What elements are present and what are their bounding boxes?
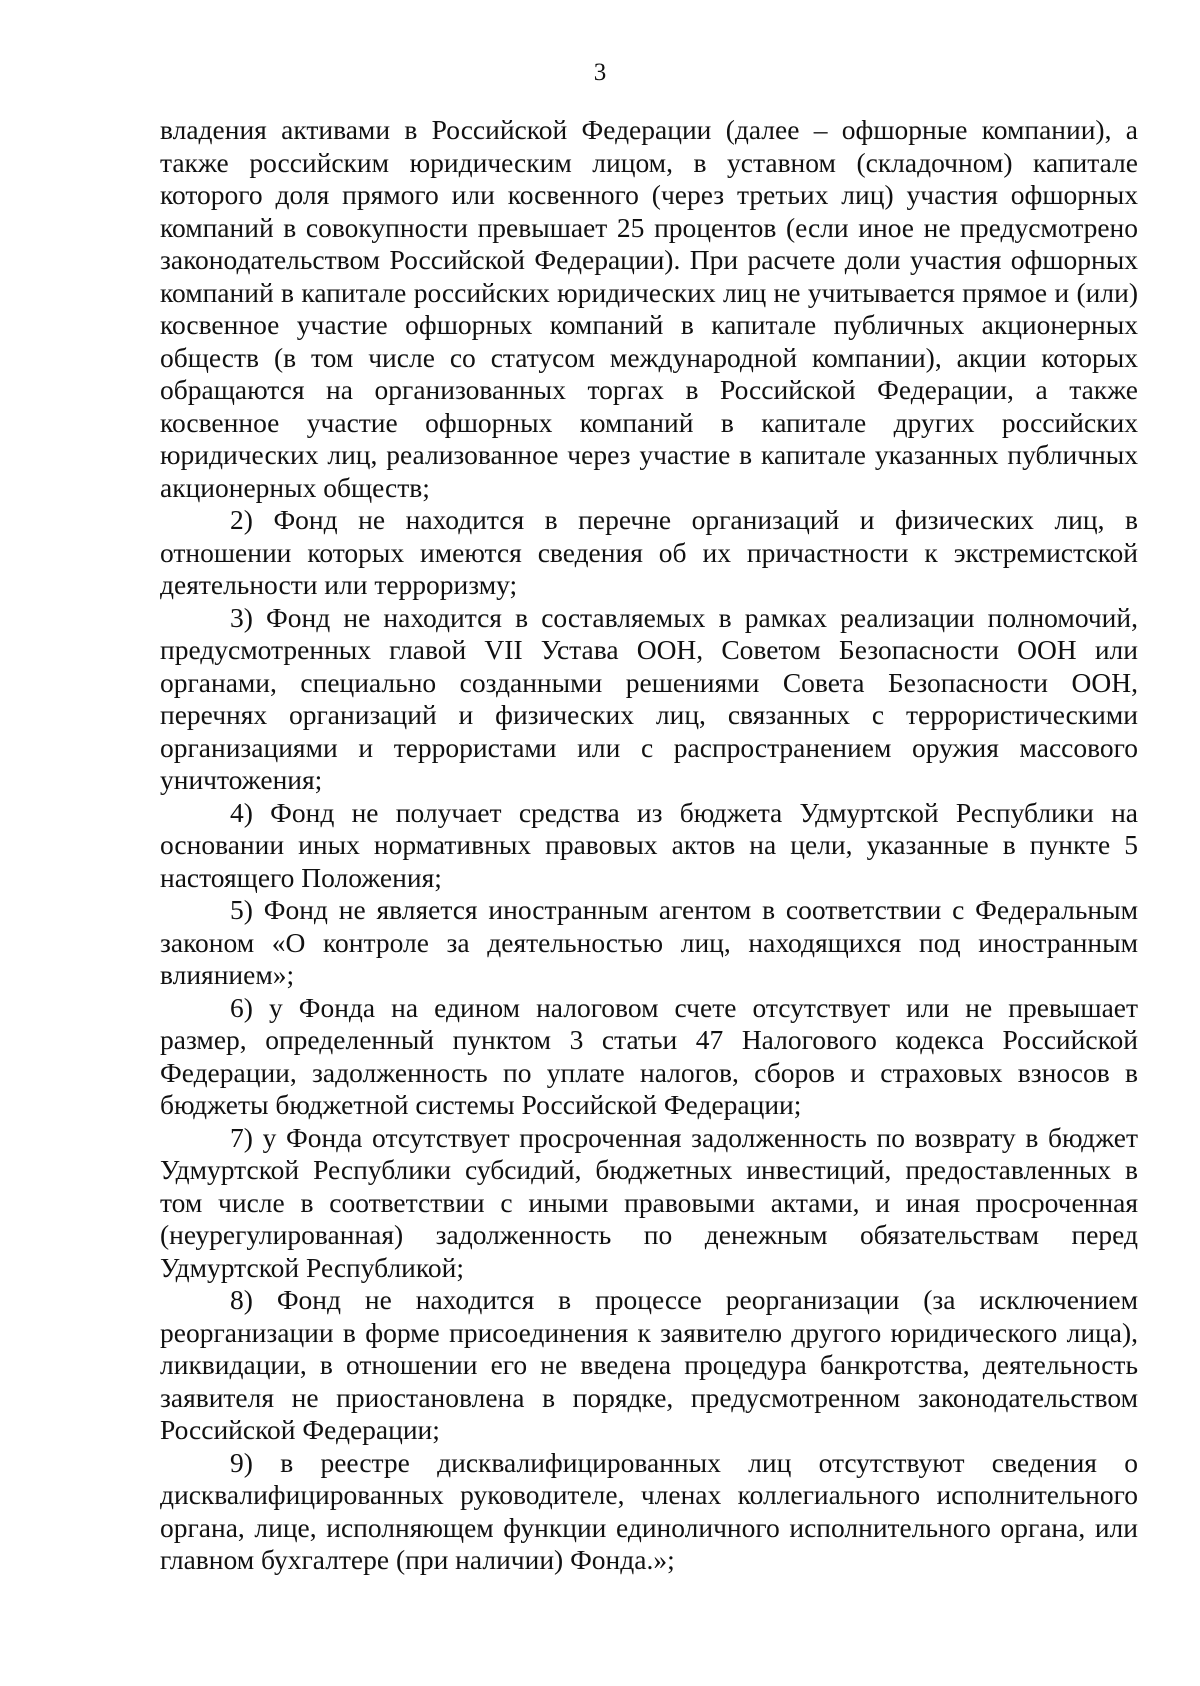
paragraph-item-6: 6) у Фонда на едином налоговом счете отсутствует или не превышает размер, определенный пунктом 3 статьи 47 Налогового кодекса Российской Федерации, задолженность по уплате налогов, сборов и страховых взносов в бюджеты бюджетной системы Российской Федерации; — [160, 991, 1138, 1120]
paragraph-item-9: 9) в реестре дисквалифицированных лиц отсутствуют сведения о дисквалифицированных руководителе, членах коллегиального исполнительного органа, лице, исполняющем функции единоличного исполнительного органа, или главном бухгалтере (при наличии) Фонда.»; — [160, 1446, 1138, 1575]
paragraph-continuation: владения активами в Российской Федерации (далее – офшорные компании), а также российским юридическим лицом, в уставном (складочном) капитале которого доля прямого или косвенного (через третьих лиц) участия офшорных компаний в совокупности превышает 25 процентов (если иное не предусмотрено законодательством Российской Федерации). При расчете доли участия офшорных компаний в капитале российских юридических лиц не учитывается прямое и (или) косвенное участие офшорных компаний в капитале публичных акционерных обществ (в том числе со статусом международной компании), акции которых обращаются на организованных торгах в Российской Федерации, а также косвенное участие офшорных компаний в капитале других российских юридических лиц, реализованное через участие в капитале указанных публичных акционерных обществ; — [160, 114, 1138, 503]
paragraph-item-3: 3) Фонд не находится в составляемых в рамках реализации полномочий, предусмотренных главой VII Устава ООН, Советом Безопасности ООН или органами, специально созданными решениями Совета Безопасности ООН, перечнях организаций и физических лиц, связанных с террористическими организациями и террористами или с распространением оружия массового уничтожения; — [160, 601, 1138, 795]
page-number: 3 — [593, 59, 607, 86]
paragraph-item-8: 8) Фонд не находится в процессе реорганизации (за исключением реорганизации в форме присоединения к заявителю другого юридического лица), ликвидации, в отношении его не введена процедура банкротства, деятельность заявителя не приостановлена в порядке, предусмотренном законодательством Российской Федерации; — [160, 1284, 1138, 1445]
paragraph-item-7: 7) у Фонда отсутствует просроченная задолженность по возврату в бюджет Удмуртской Республики субсидий, бюджетных инвестиций, предоставленных в том числе в соответствии с иными правовыми актами, и иная просроченная (неурегулированная) задолженность по денежным обязательствам перед Удмуртской Республикой; — [160, 1121, 1138, 1283]
paragraph-item-4: 4) Фонд не получает средства из бюджета Удмуртской Республики на основании иных нормативных правовых актов на цели, указанные в пункте 5 настоящего Положения; — [160, 796, 1138, 893]
document-body — [160, 114, 1138, 1577]
paragraph-item-5: 5) Фонд не является иностранным агентом в соответствии с Федеральным законом «О контроле за деятельностью лиц, находящихся под иностранным влиянием»; — [160, 894, 1138, 990]
paragraph-item-2: 2) Фонд не находится в перечне организаций и физических лиц, в отношении которых имеются сведения об их причастности к экстремистской деятельности или терроризму; — [160, 504, 1138, 600]
